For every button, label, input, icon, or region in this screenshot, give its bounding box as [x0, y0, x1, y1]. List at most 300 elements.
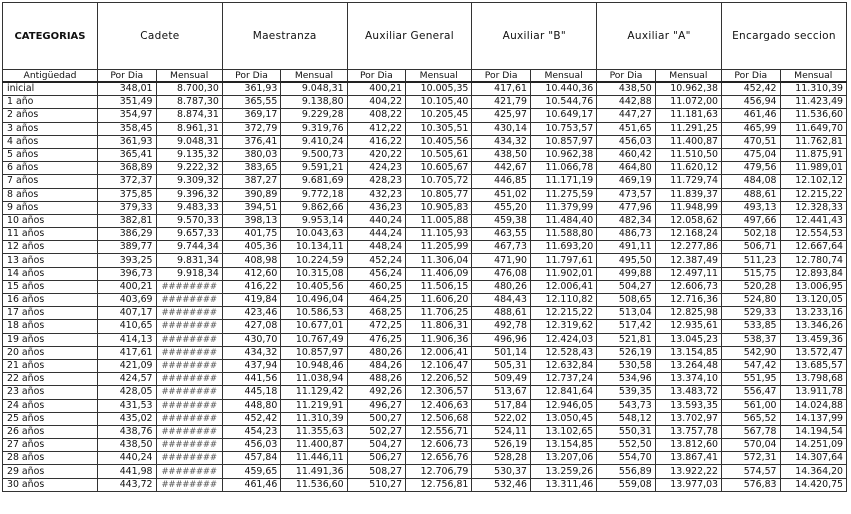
mensual-cell: 12.737,24 — [530, 373, 596, 386]
header-group-maestranza: Maestranza — [222, 3, 347, 70]
por-dia-cell: 390,89 — [222, 188, 281, 201]
mensual-cell: 11.649,70 — [780, 122, 846, 135]
subheader-mensual: Mensual — [655, 70, 721, 83]
por-dia-cell: 400,21 — [97, 280, 156, 293]
por-dia-cell: 369,17 — [222, 109, 281, 122]
por-dia-cell: 365,55 — [222, 96, 281, 109]
mensual-cell: 12.935,61 — [655, 320, 721, 333]
por-dia-cell: 438,50 — [97, 439, 156, 452]
antiguedad-cell: 28 años — [3, 452, 98, 465]
antiguedad-cell: 7 años — [3, 175, 98, 188]
mensual-cell: 13.102,65 — [530, 425, 596, 438]
mensual-cell: 12.528,43 — [530, 346, 596, 359]
mensual-cell: ######## — [156, 452, 222, 465]
mensual-cell: 12.497,11 — [655, 267, 721, 280]
mensual-cell: ######## — [156, 346, 222, 359]
table-row — [3, 96, 847, 109]
por-dia-cell: 361,93 — [97, 135, 156, 148]
mensual-cell: 11.484,40 — [530, 214, 596, 227]
por-dia-cell: 530,58 — [597, 359, 656, 372]
por-dia-cell: 351,49 — [97, 96, 156, 109]
mensual-cell: 12.667,64 — [780, 241, 846, 254]
mensual-cell: 10.305,51 — [406, 122, 472, 135]
por-dia-cell: 500,27 — [347, 412, 406, 425]
por-dia-cell: 509,49 — [472, 373, 531, 386]
mensual-cell: 12.102,12 — [780, 175, 846, 188]
por-dia-cell: 496,27 — [347, 399, 406, 412]
por-dia-cell: 471,90 — [472, 254, 531, 267]
por-dia-cell: 456,03 — [597, 135, 656, 148]
mensual-cell: 11.989,01 — [780, 162, 846, 175]
mensual-cell: 11.506,15 — [406, 280, 472, 293]
por-dia-cell: 452,42 — [722, 82, 781, 96]
por-dia-cell: 408,22 — [347, 109, 406, 122]
mensual-cell: 12.058,62 — [655, 214, 721, 227]
mensual-cell: 11.806,31 — [406, 320, 472, 333]
por-dia-cell: 441,56 — [222, 373, 281, 386]
antiguedad-cell: 26 años — [3, 425, 98, 438]
por-dia-cell: 372,37 — [97, 175, 156, 188]
por-dia-cell: 551,95 — [722, 373, 781, 386]
por-dia-cell: 528,28 — [472, 452, 531, 465]
mensual-cell: 10.105,40 — [406, 96, 472, 109]
mensual-cell: 12.841,64 — [530, 386, 596, 399]
mensual-cell: 11.205,99 — [406, 241, 472, 254]
mensual-cell: 12.387,49 — [655, 254, 721, 267]
antiguedad-cell: 10 años — [3, 214, 98, 227]
por-dia-cell: 506,27 — [347, 452, 406, 465]
mensual-cell: 9.831,34 — [156, 254, 222, 267]
table-row — [3, 162, 847, 175]
table-row — [3, 307, 847, 320]
mensual-cell: 12.756,81 — [406, 478, 472, 491]
por-dia-cell: 451,65 — [597, 122, 656, 135]
mensual-cell: 12.946,05 — [530, 399, 596, 412]
mensual-cell: 9.591,21 — [281, 162, 347, 175]
table-row — [3, 175, 847, 188]
mensual-cell: 13.006,95 — [780, 280, 846, 293]
mensual-cell: 10.315,08 — [281, 267, 347, 280]
por-dia-cell: 561,00 — [722, 399, 781, 412]
por-dia-cell: 382,81 — [97, 214, 156, 227]
mensual-cell: 8.787,30 — [156, 96, 222, 109]
mensual-cell: 9.048,31 — [156, 135, 222, 148]
por-dia-cell: 396,73 — [97, 267, 156, 280]
por-dia-cell: 513,67 — [472, 386, 531, 399]
por-dia-cell: 379,33 — [97, 201, 156, 214]
mensual-cell: 12.328,33 — [780, 201, 846, 214]
por-dia-cell: 383,65 — [222, 162, 281, 175]
por-dia-cell: 444,24 — [347, 228, 406, 241]
header-group-cadete: Cadete — [97, 3, 222, 70]
mensual-cell: 10.948,46 — [281, 359, 347, 372]
por-dia-cell: 389,77 — [97, 241, 156, 254]
por-dia-cell: 567,78 — [722, 425, 781, 438]
mensual-cell: 10.857,97 — [530, 135, 596, 148]
por-dia-cell: 434,32 — [472, 135, 531, 148]
table-row — [3, 294, 847, 307]
por-dia-cell: 448,80 — [222, 399, 281, 412]
mensual-cell: 11.706,25 — [406, 307, 472, 320]
por-dia-cell: 517,42 — [597, 320, 656, 333]
mensual-cell: 10.605,67 — [406, 162, 472, 175]
header-group-auxiliar-general: Auxiliar General — [347, 3, 472, 70]
mensual-cell: 13.050,45 — [530, 412, 596, 425]
mensual-cell: 10.505,61 — [406, 148, 472, 161]
mensual-cell: 11.400,87 — [281, 439, 347, 452]
mensual-cell: 13.483,72 — [655, 386, 721, 399]
por-dia-cell: 428,23 — [347, 175, 406, 188]
por-dia-cell: 412,60 — [222, 267, 281, 280]
mensual-cell: 11.171,19 — [530, 175, 596, 188]
mensual-cell: 11.291,25 — [655, 122, 721, 135]
mensual-cell: 12.632,84 — [530, 359, 596, 372]
mensual-cell: 13.757,78 — [655, 425, 721, 438]
por-dia-cell: 430,70 — [222, 333, 281, 346]
por-dia-cell: 424,23 — [347, 162, 406, 175]
mensual-cell: 11.902,01 — [530, 267, 596, 280]
por-dia-cell: 407,17 — [97, 307, 156, 320]
por-dia-cell: 431,53 — [97, 399, 156, 412]
mensual-cell: 12.441,43 — [780, 214, 846, 227]
por-dia-cell: 435,02 — [97, 412, 156, 425]
mensual-cell: 13.459,36 — [780, 333, 846, 346]
antiguedad-cell: 15 años — [3, 280, 98, 293]
por-dia-cell: 424,57 — [97, 373, 156, 386]
mensual-cell: 10.753,57 — [530, 122, 596, 135]
por-dia-cell: 469,19 — [597, 175, 656, 188]
por-dia-cell: 405,36 — [222, 241, 281, 254]
por-dia-cell: 446,85 — [472, 175, 531, 188]
por-dia-cell: 499,88 — [597, 267, 656, 280]
table-row — [3, 109, 847, 122]
table-row — [3, 82, 847, 96]
mensual-cell: 11.606,20 — [406, 294, 472, 307]
mensual-cell: 10.586,53 — [281, 307, 347, 320]
por-dia-cell: 484,43 — [472, 294, 531, 307]
mensual-cell: 9.048,31 — [281, 82, 347, 96]
mensual-cell: 13.922,22 — [655, 465, 721, 478]
mensual-cell: 13.311,46 — [530, 478, 596, 491]
mensual-cell: 11.693,20 — [530, 241, 596, 254]
por-dia-cell: 464,25 — [347, 294, 406, 307]
por-dia-cell: 398,13 — [222, 214, 281, 227]
por-dia-cell: 432,23 — [347, 188, 406, 201]
por-dia-cell: 484,08 — [722, 175, 781, 188]
mensual-cell: 11.620,12 — [655, 162, 721, 175]
por-dia-cell: 436,23 — [347, 201, 406, 214]
por-dia-cell: 468,25 — [347, 307, 406, 320]
mensual-cell: 11.275,59 — [530, 188, 596, 201]
por-dia-cell: 420,22 — [347, 148, 406, 161]
mensual-cell: ######## — [156, 307, 222, 320]
mensual-cell: 11.906,36 — [406, 333, 472, 346]
mensual-cell: ######## — [156, 386, 222, 399]
por-dia-cell: 417,61 — [472, 82, 531, 96]
antiguedad-cell: 22 años — [3, 373, 98, 386]
table-row — [3, 452, 847, 465]
subheader-por-dia: Por Dia — [97, 70, 156, 83]
antiguedad-cell: 30 años — [3, 478, 98, 491]
antiguedad-cell: 18 años — [3, 320, 98, 333]
por-dia-cell: 501,14 — [472, 346, 531, 359]
mensual-cell: 13.374,10 — [655, 373, 721, 386]
por-dia-cell: 467,73 — [472, 241, 531, 254]
mensual-cell: 9.222,32 — [156, 162, 222, 175]
por-dia-cell: 421,79 — [472, 96, 531, 109]
antiguedad-cell: 16 años — [3, 294, 98, 307]
table-row — [3, 188, 847, 201]
por-dia-cell: 496,96 — [472, 333, 531, 346]
mensual-cell: 11.875,91 — [780, 148, 846, 161]
por-dia-cell: 430,14 — [472, 122, 531, 135]
mensual-cell: 10.857,97 — [281, 346, 347, 359]
antiguedad-cell: 4 años — [3, 135, 98, 148]
mensual-cell: 8.874,31 — [156, 109, 222, 122]
table-row — [3, 201, 847, 214]
table-row — [3, 386, 847, 399]
por-dia-cell: 460,42 — [597, 148, 656, 161]
table-row — [3, 439, 847, 452]
mensual-cell: 10.224,59 — [281, 254, 347, 267]
por-dia-cell: 492,78 — [472, 320, 531, 333]
mensual-cell: 10.405,56 — [406, 135, 472, 148]
mensual-cell: 11.588,80 — [530, 228, 596, 241]
por-dia-cell: 472,25 — [347, 320, 406, 333]
mensual-cell: 13.120,05 — [780, 294, 846, 307]
mensual-cell: 11.129,42 — [281, 386, 347, 399]
por-dia-cell: 550,31 — [597, 425, 656, 438]
mensual-cell: 14.251,09 — [780, 439, 846, 452]
mensual-cell: 12.168,24 — [655, 228, 721, 241]
por-dia-cell: 574,57 — [722, 465, 781, 478]
por-dia-cell: 456,24 — [347, 267, 406, 280]
antiguedad-cell: 14 años — [3, 267, 98, 280]
por-dia-cell: 495,50 — [597, 254, 656, 267]
mensual-cell: 11.839,37 — [655, 188, 721, 201]
por-dia-cell: 459,38 — [472, 214, 531, 227]
por-dia-cell: 438,50 — [597, 82, 656, 96]
por-dia-cell: 460,25 — [347, 280, 406, 293]
por-dia-cell: 538,37 — [722, 333, 781, 346]
mensual-cell: 14.194,54 — [780, 425, 846, 438]
por-dia-cell: 473,57 — [597, 188, 656, 201]
header-row — [3, 3, 847, 70]
por-dia-cell: 532,46 — [472, 478, 531, 491]
mensual-cell: 13.207,06 — [530, 452, 596, 465]
mensual-cell: 12.406,63 — [406, 399, 472, 412]
por-dia-cell: 482,34 — [597, 214, 656, 227]
mensual-cell: 12.825,98 — [655, 307, 721, 320]
por-dia-cell: 497,66 — [722, 214, 781, 227]
mensual-cell: 11.400,87 — [655, 135, 721, 148]
mensual-cell: 13.154,85 — [530, 439, 596, 452]
mensual-cell: 10.043,63 — [281, 228, 347, 241]
subheader-antiguedad: Antigüedad — [3, 70, 98, 83]
salary-table — [2, 2, 847, 492]
antiguedad-cell: 2 años — [3, 109, 98, 122]
mensual-cell: 12.319,62 — [530, 320, 596, 333]
por-dia-cell: 456,03 — [222, 439, 281, 452]
por-dia-cell: 451,02 — [472, 188, 531, 201]
mensual-cell: 12.215,22 — [530, 307, 596, 320]
por-dia-cell: 511,23 — [722, 254, 781, 267]
mensual-cell: 9.319,76 — [281, 122, 347, 135]
por-dia-cell: 570,04 — [722, 439, 781, 452]
table-row — [3, 333, 847, 346]
antiguedad-cell: 21 años — [3, 359, 98, 372]
table-row — [3, 148, 847, 161]
table-row — [3, 465, 847, 478]
mensual-cell: 10.440,36 — [530, 82, 596, 96]
antiguedad-cell: 25 años — [3, 412, 98, 425]
mensual-cell: 9.138,80 — [281, 96, 347, 109]
antiguedad-cell: 3 años — [3, 122, 98, 135]
mensual-cell: 10.962,38 — [655, 82, 721, 96]
por-dia-cell: 502,18 — [722, 228, 781, 241]
mensual-cell: 12.606,73 — [406, 439, 472, 452]
header-group-auxiliar-b: Auxiliar "B" — [472, 3, 597, 70]
mensual-cell: 11.536,60 — [281, 478, 347, 491]
por-dia-cell: 477,96 — [597, 201, 656, 214]
mensual-cell: 11.491,36 — [281, 465, 347, 478]
mensual-cell: 12.716,36 — [655, 294, 721, 307]
por-dia-cell: 576,83 — [722, 478, 781, 491]
mensual-cell: 10.005,35 — [406, 82, 472, 96]
mensual-cell: 12.554,53 — [780, 228, 846, 241]
mensual-cell: 12.206,52 — [406, 373, 472, 386]
por-dia-cell: 488,26 — [347, 373, 406, 386]
por-dia-cell: 534,96 — [597, 373, 656, 386]
mensual-cell: 12.656,76 — [406, 452, 472, 465]
mensual-cell: 13.045,23 — [655, 333, 721, 346]
por-dia-cell: 419,84 — [222, 294, 281, 307]
mensual-cell: 10.805,77 — [406, 188, 472, 201]
mensual-cell: 13.867,41 — [655, 452, 721, 465]
por-dia-cell: 455,20 — [472, 201, 531, 214]
por-dia-cell: 348,01 — [97, 82, 156, 96]
mensual-cell: 11.355,63 — [281, 425, 347, 438]
por-dia-cell: 401,75 — [222, 228, 281, 241]
mensual-cell: 9.862,66 — [281, 201, 347, 214]
por-dia-cell: 457,84 — [222, 452, 281, 465]
por-dia-cell: 361,93 — [222, 82, 281, 96]
por-dia-cell: 556,47 — [722, 386, 781, 399]
subheader-por-dia: Por Dia — [597, 70, 656, 83]
mensual-cell: 12.215,22 — [780, 188, 846, 201]
por-dia-cell: 542,90 — [722, 346, 781, 359]
por-dia-cell: 423,46 — [222, 307, 281, 320]
por-dia-cell: 493,13 — [722, 201, 781, 214]
por-dia-cell: 554,70 — [597, 452, 656, 465]
por-dia-cell: 547,42 — [722, 359, 781, 372]
por-dia-cell: 504,27 — [597, 280, 656, 293]
por-dia-cell: 502,27 — [347, 425, 406, 438]
antiguedad-cell: 11 años — [3, 228, 98, 241]
por-dia-cell: 416,22 — [347, 135, 406, 148]
por-dia-cell: 425,97 — [472, 109, 531, 122]
por-dia-cell: 480,26 — [472, 280, 531, 293]
por-dia-cell: 470,51 — [722, 135, 781, 148]
mensual-cell: 12.780,74 — [780, 254, 846, 267]
mensual-cell: 9.229,28 — [281, 109, 347, 122]
por-dia-cell: 506,71 — [722, 241, 781, 254]
antiguedad-cell: 12 años — [3, 241, 98, 254]
mensual-cell: 11.310,39 — [780, 82, 846, 96]
por-dia-cell: 475,04 — [722, 148, 781, 161]
mensual-cell: 11.797,61 — [530, 254, 596, 267]
table-row — [3, 399, 847, 412]
mensual-cell: 10.649,17 — [530, 109, 596, 122]
por-dia-cell: 543,73 — [597, 399, 656, 412]
por-dia-cell: 437,94 — [222, 359, 281, 372]
antiguedad-cell: 24 años — [3, 399, 98, 412]
mensual-cell: ######## — [156, 333, 222, 346]
mensual-cell: 13.977,03 — [655, 478, 721, 491]
mensual-cell: 8.700,30 — [156, 82, 222, 96]
por-dia-cell: 365,41 — [97, 148, 156, 161]
antiguedad-cell: 5 años — [3, 148, 98, 161]
antiguedad-cell: 19 años — [3, 333, 98, 346]
mensual-cell: 14.307,64 — [780, 452, 846, 465]
mensual-cell: 11.379,99 — [530, 201, 596, 214]
mensual-cell: 13.798,68 — [780, 373, 846, 386]
antiguedad-cell: 29 años — [3, 465, 98, 478]
antiguedad-cell: 6 años — [3, 162, 98, 175]
mensual-cell: 9.500,73 — [281, 148, 347, 161]
por-dia-cell: 524,11 — [472, 425, 531, 438]
antiguedad-cell: 27 años — [3, 439, 98, 452]
table-row — [3, 478, 847, 491]
por-dia-cell: 442,88 — [597, 96, 656, 109]
por-dia-cell: 438,76 — [97, 425, 156, 438]
por-dia-cell: 486,73 — [597, 228, 656, 241]
mensual-cell: 13.593,35 — [655, 399, 721, 412]
por-dia-cell: 461,46 — [722, 109, 781, 122]
por-dia-cell: 442,67 — [472, 162, 531, 175]
por-dia-cell: 526,19 — [597, 346, 656, 359]
mensual-cell: ######## — [156, 425, 222, 438]
por-dia-cell: 488,61 — [472, 307, 531, 320]
mensual-cell: ######## — [156, 280, 222, 293]
table-row — [3, 346, 847, 359]
header-group-auxiliar-a: Auxiliar "A" — [597, 3, 722, 70]
por-dia-cell: 454,23 — [222, 425, 281, 438]
por-dia-cell: 448,24 — [347, 241, 406, 254]
antiguedad-cell: 9 años — [3, 201, 98, 214]
por-dia-cell: 440,24 — [347, 214, 406, 227]
mensual-cell: 9.772,18 — [281, 188, 347, 201]
antiguedad-cell: inicial — [3, 82, 98, 96]
mensual-cell: 9.681,69 — [281, 175, 347, 188]
mensual-cell: 11.310,39 — [281, 412, 347, 425]
mensual-cell: 12.606,73 — [655, 280, 721, 293]
mensual-cell: 13.685,57 — [780, 359, 846, 372]
por-dia-cell: 459,65 — [222, 465, 281, 478]
por-dia-cell: 508,65 — [597, 294, 656, 307]
por-dia-cell: 510,27 — [347, 478, 406, 491]
por-dia-cell: 414,13 — [97, 333, 156, 346]
por-dia-cell: 404,22 — [347, 96, 406, 109]
subheader-por-dia: Por Dia — [722, 70, 781, 83]
mensual-cell: 12.424,03 — [530, 333, 596, 346]
antiguedad-cell: 17 años — [3, 307, 98, 320]
mensual-cell: 12.110,82 — [530, 294, 596, 307]
mensual-cell: 10.705,72 — [406, 175, 472, 188]
mensual-cell: 11.219,91 — [281, 399, 347, 412]
por-dia-cell: 492,26 — [347, 386, 406, 399]
mensual-cell: 10.677,01 — [281, 320, 347, 333]
